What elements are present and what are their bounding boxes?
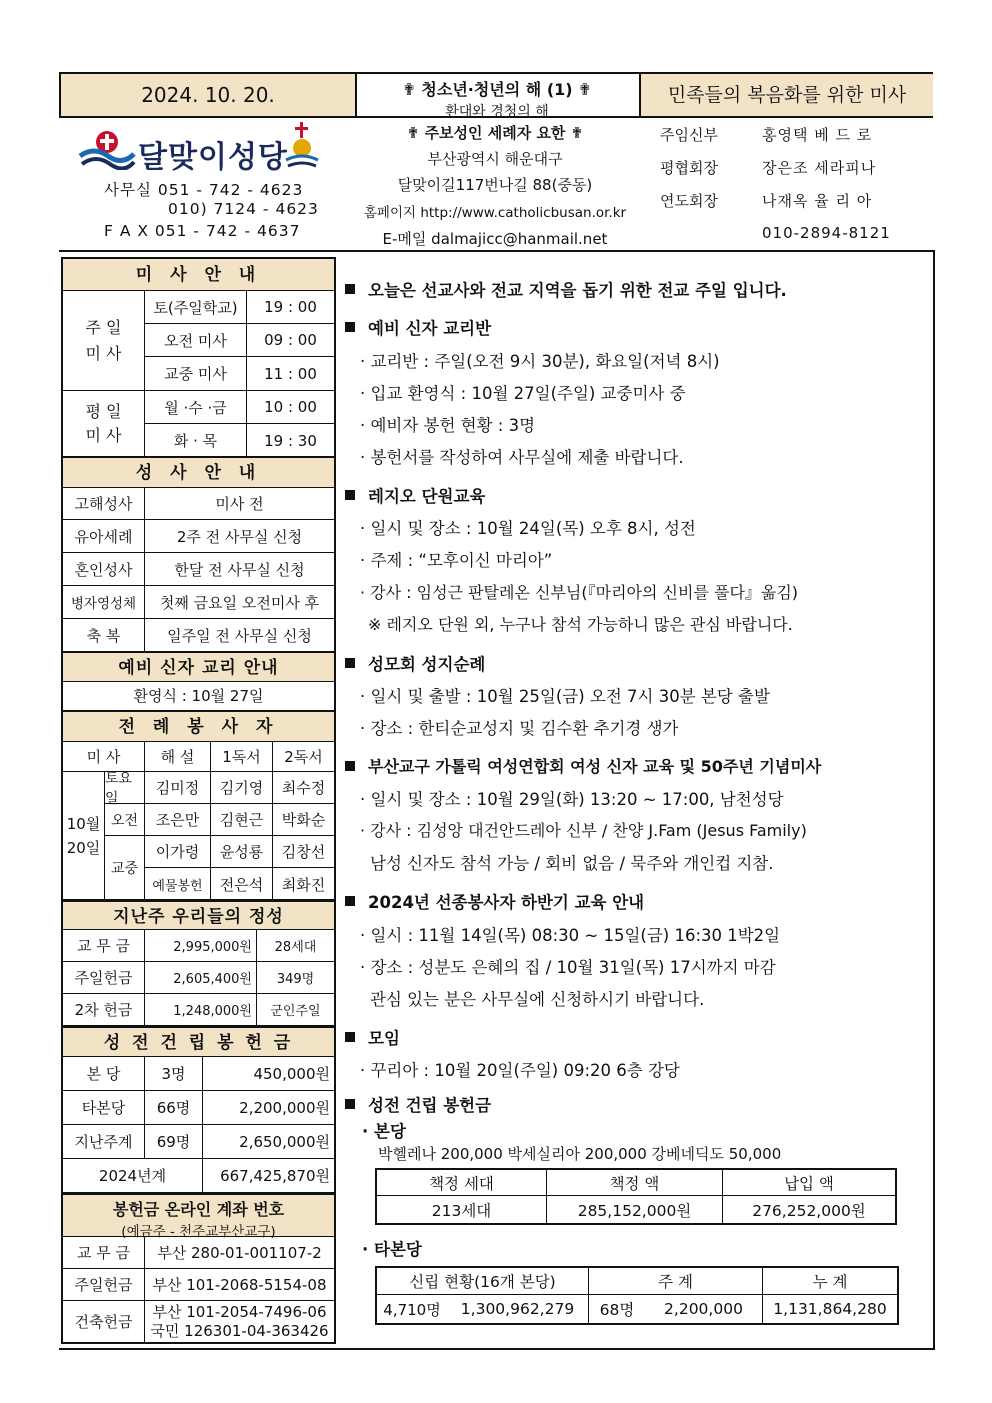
mass-slot: 토요일 bbox=[105, 772, 145, 804]
ministers-title: 전 례 봉 사 자 bbox=[63, 711, 334, 742]
offering-amount: 1,248,000원 bbox=[145, 994, 257, 1025]
mass-slot: 교중 bbox=[105, 836, 145, 900]
column-header: 납입 액 bbox=[723, 1170, 895, 1196]
sacrament-row bbox=[63, 553, 334, 586]
sacrament-row bbox=[63, 488, 334, 520]
notice-line: · 입교 환영식 : 10월 27일(주일) 교중미사 중 bbox=[360, 384, 686, 403]
weekday-mass-block bbox=[63, 391, 334, 457]
notice-line: ※ 레지오 단원 외, 누구나 참석 가능하니 많은 관심 바랍니다. bbox=[368, 615, 793, 634]
offering-count: 349명 bbox=[276, 972, 315, 987]
minister-name: 윤성룡 bbox=[211, 836, 273, 868]
theme-line1: 청소년·청년의 해 (1) bbox=[421, 80, 573, 99]
minister-name: 전은석 bbox=[211, 868, 273, 900]
offering-amount: 2,605,400원 bbox=[145, 962, 257, 993]
offering-row bbox=[63, 962, 334, 994]
notice-line: · 예비자 봉헌 현황 : 3명 bbox=[360, 416, 536, 435]
notice-line: · 교리반 : 주일(오전 9시 30분), 화요일(저녁 8시) bbox=[360, 352, 720, 371]
sacrament-info: 미사 전 bbox=[215, 495, 264, 513]
notice-line: · 봉헌서를 작성하여 사무실에 제출 바랍니다. bbox=[360, 448, 684, 467]
bottom-border bbox=[59, 1348, 935, 1350]
mass-name: 월 ·수 ·금 bbox=[145, 391, 247, 424]
building-row bbox=[63, 1057, 334, 1091]
minister-name: 최수정 bbox=[273, 772, 334, 804]
office-mobile: 010) 7124 - 4623 bbox=[168, 200, 319, 218]
building-fund-title: 성 전 건 립 봉 헌 금 bbox=[63, 1026, 334, 1057]
table-cell: 1,300,962,279 bbox=[447, 1295, 589, 1323]
parish-logo-icon bbox=[78, 128, 136, 170]
mass-title: 민족들의 복음화를 위한 미사 bbox=[639, 74, 933, 116]
offering-type: 주일헌금 bbox=[63, 962, 145, 993]
table-cell: 213세대 bbox=[377, 1196, 547, 1223]
staff-name-prayer: 나재옥 율 리 아 bbox=[762, 192, 873, 210]
minister-name: 최화진 bbox=[281, 875, 326, 894]
bullet-icon bbox=[345, 1032, 355, 1042]
minister-name: 김현근 bbox=[211, 804, 273, 836]
column-header: 2독서 bbox=[284, 748, 323, 766]
accounts-title: 봉헌금 온라인 계좌 번호 bbox=[112, 1200, 285, 1219]
column-header: 신립 현황(16개 본당) bbox=[377, 1268, 589, 1295]
staff-role-prayer: 연도회장 bbox=[660, 192, 718, 210]
offering-row bbox=[63, 994, 334, 1026]
building-source: 본 당 bbox=[63, 1057, 145, 1090]
building-row bbox=[63, 1125, 334, 1159]
notice-title: 2024년 선종봉사자 하반기 교육 안내 bbox=[368, 893, 645, 912]
account-type: 교 무 금 bbox=[63, 1237, 145, 1268]
mass-time: 10 : 00 bbox=[247, 391, 334, 424]
column-header: 1독서 bbox=[211, 742, 273, 771]
account-number-pair bbox=[145, 1301, 334, 1342]
offertory-label: 예물봉헌 bbox=[145, 868, 211, 900]
cross-icon: ✟ bbox=[572, 80, 592, 99]
subsection-title: · 타본당 bbox=[362, 1240, 422, 1259]
mass-name: 화 · 목 bbox=[145, 424, 247, 457]
offering-row bbox=[63, 930, 334, 962]
account-number: 부산 101-2054-7496-06 bbox=[152, 1302, 327, 1321]
catechumen-welcome: 환영식 : 10월 27일 bbox=[63, 682, 334, 711]
table-cell: 276,252,000원 bbox=[752, 1201, 866, 1220]
mass-time: 19 : 00 bbox=[247, 291, 334, 324]
building-amount: 450,000원 bbox=[253, 1065, 330, 1083]
notice-mission-sunday: 오늘은 선교사와 전교 지역을 돕기 위한 전교 주일 입니다. bbox=[368, 281, 787, 300]
account-type: 건축헌금 bbox=[63, 1301, 145, 1342]
staff-role-pastor: 주임신부 bbox=[660, 126, 718, 144]
sacrament-info: 첫째 금요일 오전미사 후 bbox=[159, 593, 320, 612]
notice-line: · 강사 : 김성앙 대건안드레아 신부 / 찬양 J.Fam (Jesus Family) bbox=[360, 821, 807, 840]
staff-role-council: 평협회장 bbox=[660, 159, 718, 177]
notice-line: · 일시 및 장소 : 10월 29일(화) 13:20 ~ 17:00, 남천성당 bbox=[360, 790, 784, 809]
right-border bbox=[933, 252, 935, 1350]
weekday-mass-label: 평 일 미 사 bbox=[63, 391, 145, 456]
sacrament-row bbox=[63, 586, 334, 619]
building-source: 지난주계 bbox=[63, 1125, 145, 1158]
bullet-icon bbox=[345, 1099, 355, 1109]
notice-title: 예비 신자 교리반 bbox=[368, 319, 492, 338]
column-header: 누 계 bbox=[763, 1268, 897, 1295]
column-header: 책정 액 bbox=[547, 1170, 723, 1196]
sacrament-info: 2주 전 사무실 신청 bbox=[176, 527, 303, 546]
minister-name: 이가령 bbox=[145, 836, 211, 868]
building-amount: 2,650,000원 bbox=[239, 1133, 330, 1151]
mass-name: 오전 미사 bbox=[145, 324, 247, 357]
account-number: 부산 101-2068-5154-08 bbox=[152, 1276, 327, 1294]
sacrament-title: 성 사 안 내 bbox=[63, 457, 334, 488]
building-count: 3명 bbox=[145, 1057, 203, 1090]
offering-amount: 2,995,000원 bbox=[145, 930, 257, 961]
subsection-title: · 본당 bbox=[362, 1122, 406, 1141]
mass-time: 09 : 00 bbox=[247, 324, 334, 357]
sacrament-row bbox=[63, 619, 334, 652]
cross-icon: ✟ bbox=[406, 124, 425, 142]
account-row bbox=[63, 1237, 334, 1269]
left-info-panel bbox=[61, 257, 336, 1344]
notice-title: 레지오 단원교육 bbox=[368, 487, 486, 506]
column-header: 주 계 bbox=[589, 1268, 763, 1295]
notice-line: · 꾸리아 : 10월 20일(주일) 09:20 6층 강당 bbox=[360, 1061, 680, 1080]
bulletin-date: 2024. 10. 20. bbox=[61, 74, 357, 116]
accounts-title-block bbox=[63, 1193, 334, 1240]
building-year-total: 667,425,870원 bbox=[220, 1167, 330, 1185]
mass-slot: 오전 bbox=[105, 804, 145, 836]
parish-fund-table bbox=[375, 1168, 897, 1225]
mass-guide-title: 미 사 안 내 bbox=[63, 259, 334, 291]
email-link[interactable]: E-메일 dalmajicc@hanmail.net bbox=[382, 230, 608, 248]
building-count: 69명 bbox=[145, 1125, 203, 1158]
notice-line: · 장소 : 한티순교성지 및 김수환 추기경 생가 bbox=[360, 719, 679, 738]
bullet-icon bbox=[345, 490, 355, 500]
table-cell: 285,152,000원 bbox=[547, 1196, 723, 1223]
ministers-body bbox=[63, 772, 334, 900]
sacrament-row bbox=[63, 520, 334, 553]
staff-name-pastor: 홍영택 베 드 로 bbox=[762, 126, 873, 144]
ministers-date: 10월 20일 bbox=[63, 772, 105, 899]
donor-list: 박헬레나 200,000 박세실리아 200,000 강베네딕도 50,000 bbox=[378, 1145, 782, 1163]
column-header: 책정 세대 bbox=[377, 1170, 547, 1196]
notice-title: 부산교구 가톨릭 여성연합회 여성 신자 교육 및 50주년 기념미사 bbox=[368, 757, 822, 776]
offering-title: 지난주 우리들의 정성 bbox=[63, 900, 334, 930]
office-fax: F A X 051 - 742 - 4637 bbox=[104, 222, 301, 240]
staff-phone: 010-2894-8121 bbox=[762, 224, 891, 242]
notice-line: 관심 있는 분은 사무실에 신청하시기 바랍니다. bbox=[370, 990, 705, 1009]
account-number: 국민 126301-04-363426 bbox=[150, 1321, 329, 1340]
table-cell: 68명 bbox=[599, 1301, 635, 1319]
table-cell: 2,200,000 bbox=[645, 1295, 763, 1323]
notice-line: · 일시 및 장소 : 10월 24일(목) 오후 8시, 성전 bbox=[360, 519, 696, 538]
patron-saint: ✟ 주보성인 세례자 요한 ✟ bbox=[406, 124, 584, 142]
table-cell: 1,131,864,280 bbox=[773, 1300, 887, 1318]
minister-name: 김창선 bbox=[273, 836, 334, 868]
address-line2: 달맞이길117번나길 88(중동) bbox=[397, 176, 593, 194]
notice-line: · 일시 : 11월 14일(목) 08:30 ~ 15일(금) 16:30 1박2일 bbox=[360, 926, 781, 945]
notice-title: 모임 bbox=[368, 1029, 400, 1048]
offering-count: 28세대 bbox=[274, 940, 317, 955]
sacrament-name: 고해성사 bbox=[63, 488, 145, 519]
minister-name: 김기영 bbox=[211, 772, 273, 804]
bullet-icon bbox=[345, 658, 355, 668]
catechumen-title: 예비 신자 교리 안내 bbox=[63, 652, 334, 682]
notice-line: · 일시 및 출발 : 10월 25일(금) 오전 7시 30분 본당 출발 bbox=[360, 687, 770, 706]
building-row bbox=[63, 1091, 334, 1125]
notice-line: · 장소 : 성분도 은혜의 집 / 10월 31일(목) 17시까지 마감 bbox=[360, 958, 776, 977]
accounts-holder: (예금주 - 천주교부산교구) bbox=[121, 1224, 276, 1240]
staff-name-council: 장은조 세라피나 bbox=[762, 159, 877, 177]
mass-name: 교중 미사 bbox=[145, 357, 247, 390]
cross-icon: ✟ bbox=[402, 80, 422, 99]
building-count: 66명 bbox=[145, 1091, 203, 1124]
offering-type: 2차 헌금 bbox=[63, 994, 145, 1025]
sacrament-name: 병자영성체 bbox=[63, 586, 145, 618]
table-cell: 4,710명 bbox=[383, 1300, 441, 1319]
bullet-icon bbox=[345, 896, 355, 906]
bullet-icon bbox=[345, 761, 355, 771]
bullet-icon bbox=[345, 284, 355, 294]
column-header: 해 설 bbox=[145, 742, 211, 771]
account-row bbox=[63, 1269, 334, 1301]
minister-name: 조은만 bbox=[145, 804, 211, 836]
diocese-emblem-icon bbox=[282, 120, 322, 170]
offering-count: 군인주일 bbox=[270, 1004, 321, 1019]
notice-line: · 주제 : “모후이신 마리아” bbox=[360, 551, 553, 570]
notice-title: 성모회 성지순례 bbox=[368, 655, 486, 674]
minister-name: 박화순 bbox=[273, 804, 334, 836]
mass-time: 11 : 00 bbox=[264, 364, 317, 383]
account-row bbox=[63, 1301, 334, 1342]
header-divider bbox=[59, 250, 935, 252]
address-line1: 부산광역시 해운대구 bbox=[427, 150, 563, 168]
office-phone: 사무실 051 - 742 - 4623 bbox=[104, 181, 304, 199]
building-source: 타본당 bbox=[63, 1091, 145, 1124]
parish-name: 달맞이성당 bbox=[138, 140, 288, 175]
mass-name: 토(주일학교) bbox=[145, 291, 247, 324]
theme-line2: 환대와 경청의 해 bbox=[445, 104, 549, 120]
other-parish-fund-table bbox=[375, 1266, 899, 1325]
account-number: 부산 280-01-001107-2 bbox=[157, 1244, 322, 1262]
building-year-label: 2024년계 bbox=[63, 1159, 203, 1192]
notice-line: 남성 신자도 참석 가능 / 회비 없음 / 묵주와 개인컵 지참. bbox=[370, 854, 774, 873]
offering-type: 교 무 금 bbox=[63, 930, 145, 961]
notice-title: 성전 건립 봉헌금 bbox=[368, 1096, 492, 1115]
cross-icon: ✟ bbox=[565, 124, 584, 142]
bullet-icon bbox=[345, 322, 355, 332]
account-type: 주일헌금 bbox=[63, 1269, 145, 1300]
header-bar bbox=[59, 72, 933, 118]
sacrament-name: 축 복 bbox=[63, 619, 145, 651]
sacrament-name: 혼인성사 bbox=[63, 553, 145, 585]
sacrament-info: 한달 전 사무실 신청 bbox=[174, 560, 305, 579]
building-amount: 2,200,000원 bbox=[239, 1099, 330, 1117]
mass-time: 19 : 30 bbox=[264, 431, 317, 450]
column-header: 미 사 bbox=[63, 742, 145, 771]
minister-name: 김미정 bbox=[145, 772, 211, 804]
notice-line: · 강사 : 임성근 판탈레온 신부님(『마리아의 신비를 풀다』옮김) bbox=[360, 583, 799, 602]
sacrament-name: 유아세례 bbox=[63, 520, 145, 552]
ministers-header-row bbox=[63, 742, 334, 772]
homepage-link[interactable]: 홈페이지 http://www.catholicbusan.or.kr bbox=[363, 205, 627, 221]
sunday-mass-block bbox=[63, 291, 334, 391]
building-year-row bbox=[63, 1159, 334, 1193]
sacrament-info: 일주일 전 사무실 신청 bbox=[167, 626, 312, 645]
sunday-mass-label: 주 일 미 사 bbox=[63, 291, 145, 390]
year-theme bbox=[355, 74, 639, 120]
